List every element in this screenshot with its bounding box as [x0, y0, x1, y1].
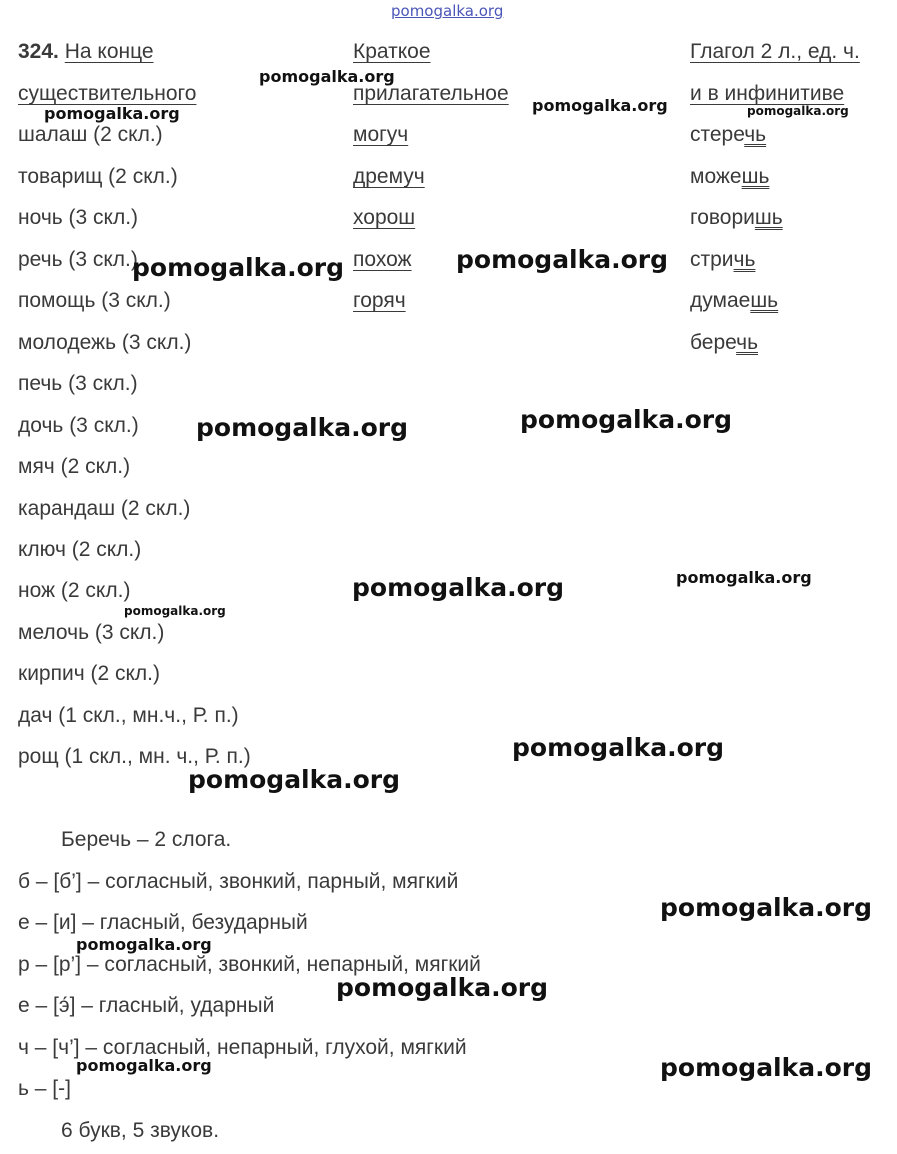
watermark: pomogalka.org [512, 733, 725, 762]
adjective-item: дремуч [353, 165, 425, 188]
verb-item [690, 122, 766, 148]
noun-item: товарищ (2 скл.) [18, 165, 178, 188]
watermark: pomogalka.org [532, 96, 668, 115]
site-header-link[interactable]: pomogalka.org [391, 2, 504, 20]
noun-item: ключ (2 скл.) [18, 538, 142, 561]
watermark: pomogalka.org [132, 253, 345, 282]
watermark: pomogalka.org [259, 67, 395, 86]
noun-item: дач (1 скл., мн.ч., Р. п.) [18, 704, 239, 727]
verb-item [690, 164, 769, 190]
watermark: pomogalka.org [124, 604, 226, 618]
exercise-number: 324. [18, 40, 59, 63]
verb-item [690, 247, 755, 273]
verb-stem: говори [690, 206, 755, 229]
verb-item [690, 330, 758, 356]
watermark: pomogalka.org [520, 405, 733, 434]
verb-ending: чь [733, 248, 756, 271]
verb-stem: стри [690, 248, 734, 271]
col3-header-line2: и в инфинитиве [690, 82, 845, 105]
analysis-line: ч – [ч’] – согласный, непарный, глухой, мягкий [18, 1036, 467, 1059]
analysis-line: р – [р’] – согласный, звонкий, непарный, мягкий [18, 953, 481, 976]
verb-item [690, 288, 778, 314]
col3-header-line1: Глагол 2 л., ед. ч. [690, 40, 860, 63]
verb-ending: шь [754, 206, 783, 229]
adjective-item: похож [353, 248, 412, 271]
noun-item: рощ (1 скл., мн. ч., Р. п.) [18, 745, 251, 768]
adjective-item: могуч [353, 123, 409, 146]
col1-header-line2: существительного [18, 82, 197, 105]
verb-ending: шь [750, 289, 779, 312]
col2-header-line1: Краткое [353, 40, 431, 63]
analysis-line: е – [и] – гласный, безударный [18, 911, 308, 934]
adjective-item: хорош [353, 206, 416, 229]
col2-header-line2: прилагательное [353, 82, 509, 105]
verb-ending: чь [736, 331, 759, 354]
noun-item: печь (3 скл.) [18, 372, 138, 395]
verb-stem: може [690, 165, 742, 188]
verb-stem: стере [690, 123, 745, 146]
analysis-line: ь – [-] [18, 1077, 71, 1100]
verb-ending: чь [744, 123, 767, 146]
noun-item: речь (3 скл.) [18, 248, 138, 271]
exercise-header-col1-line1 [18, 39, 154, 65]
watermark: pomogalka.org [352, 573, 565, 602]
noun-item: дочь (3 скл.) [18, 414, 139, 437]
watermark: pomogalka.org [456, 245, 669, 274]
analysis-line: е – [э́] – гласный, ударный [18, 994, 275, 1017]
watermark: pomogalka.org [44, 104, 180, 123]
noun-item: карандаш (2 скл.) [18, 497, 191, 520]
watermark: pomogalka.org [660, 1053, 873, 1082]
analysis-title: Беречь – 2 слога. [61, 828, 232, 851]
watermark: pomogalka.org [188, 765, 401, 794]
watermark: pomogalka.org [76, 935, 212, 954]
noun-item: помощь (3 скл.) [18, 289, 171, 312]
verb-ending: шь [741, 165, 770, 188]
adjective-item: горяч [353, 289, 406, 312]
watermark: pomogalka.org [747, 104, 849, 118]
watermark: pomogalka.org [676, 568, 812, 587]
verb-stem: думае [690, 289, 751, 312]
analysis-summary: 6 букв, 5 звуков. [61, 1119, 220, 1142]
watermark: pomogalka.org [76, 1056, 212, 1075]
verb-stem: бере [690, 331, 737, 354]
analysis-line: б – [б’] – согласный, звонкий, парный, мягкий [18, 870, 459, 893]
noun-item: мяч (2 скл.) [18, 455, 131, 478]
noun-item: мелочь (3 скл.) [18, 621, 165, 644]
col1-header-text: На конце [64, 40, 154, 63]
noun-item: нож (2 скл.) [18, 579, 131, 602]
noun-item: ночь (3 скл.) [18, 206, 139, 229]
noun-item: шалаш (2 скл.) [18, 123, 163, 146]
watermark: pomogalka.org [336, 973, 549, 1002]
watermark: pomogalka.org [196, 413, 409, 442]
verb-item [690, 205, 783, 231]
watermark: pomogalka.org [660, 893, 873, 922]
noun-item: молодежь (3 скл.) [18, 331, 192, 354]
noun-item: кирпич (2 скл.) [18, 662, 160, 685]
